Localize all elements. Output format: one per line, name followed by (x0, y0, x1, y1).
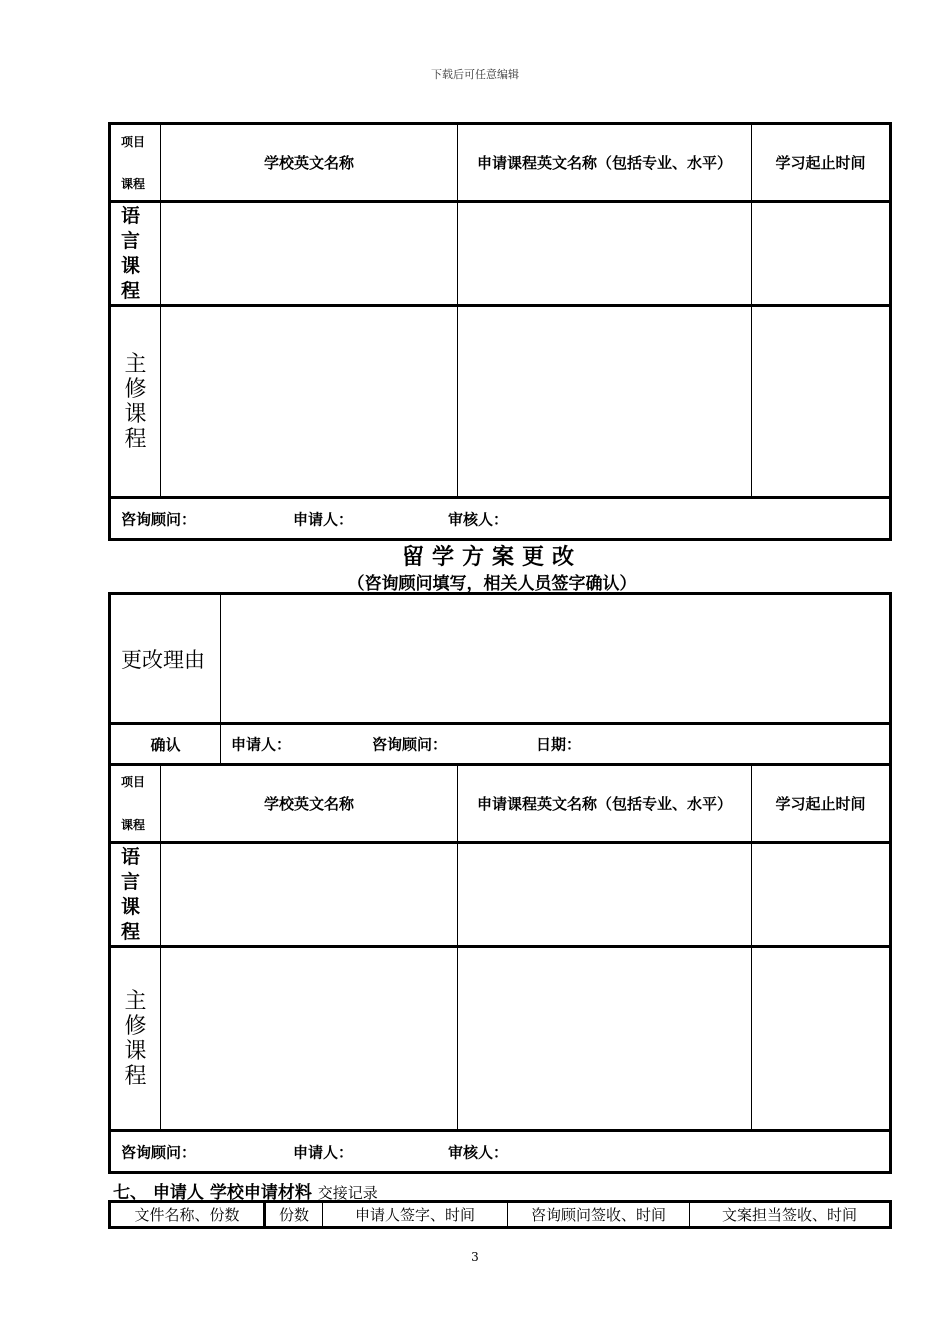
major-time-cell[interactable] (752, 306, 891, 498)
row-major-label: 主修课程 (110, 306, 161, 498)
major-course-cell-2[interactable] (458, 947, 752, 1131)
corner-top-label-2: 项目 (121, 775, 146, 789)
change-title: 留学方案更改 (401, 545, 582, 570)
corner-bottom-label-2: 课程 (121, 818, 146, 832)
col-course-header-2: 申请课程英文名称（包括专业、水平） (458, 765, 752, 843)
confirm-applicant: 申请人： (231, 735, 292, 754)
signoff-row (110, 498, 891, 540)
col-school-header-2: 学校英文名称 (161, 765, 458, 843)
materials-col-applicant: 申请人签字、时间 (323, 1202, 508, 1228)
major-school-cell[interactable] (161, 306, 458, 498)
signoff-reviewer-2: 审核人： (448, 1143, 509, 1161)
row-major-label-2: 主修课程 (110, 947, 161, 1131)
row-language-label: 语言课程 (110, 202, 161, 306)
col-time-header: 学习起止时间 (752, 124, 891, 202)
signoff-row-2 (110, 1131, 891, 1173)
major-school-cell-2[interactable] (161, 947, 458, 1131)
signoff-applicant: 申请人： (293, 510, 354, 528)
language-course-cell[interactable] (458, 202, 752, 306)
confirm-date: 日期： (536, 735, 582, 754)
reason-label: 更改理由 (110, 594, 221, 724)
materials-col-count: 份数 (265, 1202, 323, 1228)
col-school-header: 学校英文名称 (161, 124, 458, 202)
signoff-advisor: 咨询顾问： (121, 510, 197, 528)
materials-col-file: 文件名称、份数 (110, 1202, 265, 1228)
language-school-cell-2[interactable] (161, 843, 458, 947)
corner-cell-2 (110, 765, 161, 843)
confirm-row (221, 724, 891, 765)
major-course-cell[interactable] (458, 306, 752, 498)
plan-table-2 (108, 764, 892, 1174)
materials-table (108, 1200, 892, 1229)
materials-col-advisor: 咨询顾问签收、时间 (508, 1202, 690, 1228)
materials-col-copywriter: 文案担当签收、时间 (690, 1202, 891, 1228)
corner-top-label: 项目 (121, 135, 146, 149)
signoff-applicant-2: 申请人： (293, 1143, 354, 1161)
language-course-cell-2[interactable] (458, 843, 752, 947)
plan-table-1 (108, 122, 892, 541)
confirm-label: 确认 (110, 724, 221, 765)
col-course-header: 申请课程英文名称（包括专业、水平） (458, 124, 752, 202)
header-note: 下载后可任意编辑 (431, 68, 519, 81)
section7-title: 七、 申请人 学校申请材料 (113, 1183, 312, 1203)
corner-cell (110, 124, 161, 202)
signoff-advisor-2: 咨询顾问： (121, 1143, 197, 1161)
change-table (108, 592, 892, 766)
page-number: 3 (471, 1250, 479, 1264)
confirm-advisor: 咨询顾问： (372, 735, 448, 754)
language-school-cell[interactable] (161, 202, 458, 306)
signoff-reviewer: 审核人： (448, 510, 509, 528)
section7-tail: 交接记录 (317, 1184, 378, 1202)
change-subtitle: （咨询顾问填写，相关人员签字确认） (347, 574, 637, 594)
reason-input-cell[interactable] (221, 594, 891, 724)
major-time-cell-2[interactable] (752, 947, 891, 1131)
col-time-header-2: 学习起止时间 (752, 765, 891, 843)
language-time-cell[interactable] (752, 202, 891, 306)
language-time-cell-2[interactable] (752, 843, 891, 947)
row-language-label-2: 语言课程 (110, 843, 161, 947)
corner-bottom-label: 课程 (121, 177, 146, 191)
